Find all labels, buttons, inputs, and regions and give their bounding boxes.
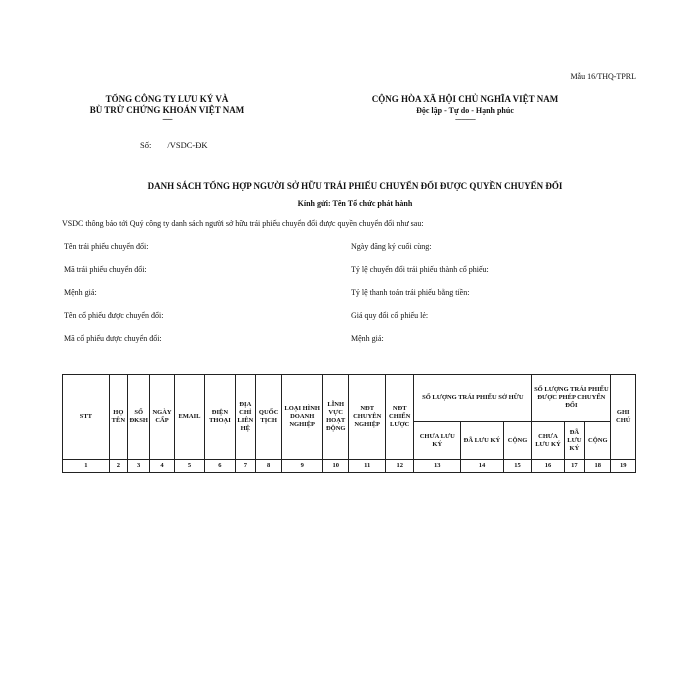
- group-so-huu: SỐ LƯỢNG TRÁI PHIẾU SỞ HỮU: [414, 375, 532, 422]
- org-rule: -------: [162, 115, 172, 123]
- col-ndt-chien-luoc: NĐT CHIẾN LƯỢC: [385, 375, 413, 460]
- national-motto: Độc lập - Tự do - Hạnh phúc: [416, 106, 514, 115]
- col-number: 11: [349, 460, 386, 473]
- issuer-org-header: [62, 94, 272, 123]
- col-so-dksh: SỐ ĐKSH: [128, 375, 150, 460]
- col-number: 15: [503, 460, 531, 473]
- col-number: 13: [414, 460, 461, 473]
- col-loai-hinh: LOẠI HÌNH DOANH NGHIỆP: [282, 375, 323, 460]
- national-rule: ---------------: [455, 115, 475, 123]
- col-ngay-cap: NGÀY CẤP: [150, 375, 174, 460]
- org-name-line1: TỔNG CÔNG TY LƯU KÝ VÀ: [105, 94, 229, 104]
- col-number: 4: [150, 460, 174, 473]
- field-record-date: Ngày đăng ký cuối cùng:: [351, 242, 432, 251]
- col-number: 12: [385, 460, 413, 473]
- col-chua-luu-ky: CHƯA LƯU KÝ: [414, 422, 461, 460]
- col-cong: CỘNG: [503, 422, 531, 460]
- col-number: 2: [109, 460, 127, 473]
- col-number: 8: [255, 460, 281, 473]
- field-bond-code: Mã trái phiếu chuyển đổi:: [64, 265, 147, 274]
- national-header: [340, 94, 590, 123]
- col-number: 16: [532, 460, 565, 473]
- col-number: 10: [323, 460, 349, 473]
- doc-number-value: /VSDC-ĐK: [167, 140, 208, 150]
- col-ghi-chu: GHI CHÚ: [611, 375, 636, 460]
- col-da-luu-ky: ĐÃ LƯU KÝ: [461, 422, 504, 460]
- col-email: EMAIL: [174, 375, 204, 460]
- col-dien-thoai: ĐIỆN THOẠI: [205, 375, 235, 460]
- group-duoc-phep: SỐ LƯỢNG TRÁI PHIẾU ĐƯỢC PHÉP CHUYỂN ĐỔI: [532, 375, 611, 422]
- col-ndt-chuyen-nghiep: NĐT CHUYÊN NGHIỆP: [349, 375, 386, 460]
- field-odd-share-price: Giá quy đổi cổ phiếu lẻ:: [351, 311, 429, 320]
- intro-text: VSDC thông báo tới Quý công ty danh sách người sở hữu trái phiếu chuyển đổi được quyền chuyển đổi như sau:: [62, 219, 424, 228]
- field-share-name: Tên cổ phiếu được chuyển đổi:: [64, 311, 164, 320]
- col-number: 17: [564, 460, 584, 473]
- field-share-code: Mã cổ phiếu được chuyển đổi:: [64, 334, 162, 343]
- org-name-line2: BÙ TRỪ CHỨNG KHOÁN VIỆT NAM: [89, 105, 245, 115]
- document-number: [140, 140, 224, 150]
- col-ho-ten: HỌ TÊN: [109, 375, 127, 460]
- field-bond-name: Tên trái phiếu chuyển đổi:: [64, 242, 149, 251]
- col-quoc-tich: QUỐC TỊCH: [255, 375, 281, 460]
- col-number: 19: [611, 460, 636, 473]
- national-title: CỘNG HÒA XÃ HỘI CHỦ NGHĨA VIỆT NAM: [371, 94, 559, 104]
- col-number: 9: [282, 460, 323, 473]
- recipient-line: Kính gửi: Tên Tổ chức phát hành: [297, 199, 413, 208]
- field-share-par-value: Mệnh giá:: [351, 334, 384, 343]
- bondholder-table: [62, 374, 636, 473]
- col-number: 6: [205, 460, 235, 473]
- col-number: 1: [63, 460, 110, 473]
- col-number: 3: [128, 460, 150, 473]
- field-cash-payment-ratio: Tỷ lệ thanh toán trái phiếu bằng tiền:: [351, 288, 470, 297]
- field-conversion-ratio: Tỷ lệ chuyển đổi trái phiếu thành cổ phiếu:: [351, 265, 489, 274]
- col-chua-luu-ky-2: CHƯA LƯU KÝ: [532, 422, 565, 460]
- col-number: 5: [174, 460, 204, 473]
- column-number-row: [63, 460, 636, 473]
- field-par-value: Mệnh giá:: [64, 288, 97, 297]
- col-stt: STT: [63, 375, 110, 460]
- col-linh-vuc: LĨNH VỰC HOẠT ĐỘNG: [323, 375, 349, 460]
- col-cong-2: CỘNG: [585, 422, 611, 460]
- col-number: 7: [235, 460, 255, 473]
- document-title: DANH SÁCH TỔNG HỢP NGƯỜI SỞ HỮU TRÁI PHIẾU CHUYỂN ĐỔI ĐƯỢC QUYỀN CHUYỂN ĐỔI: [147, 181, 563, 191]
- doc-number-label: Số:: [140, 140, 152, 150]
- col-number: 18: [585, 460, 611, 473]
- col-da-luu-ky-2: ĐÃ LƯU KÝ: [564, 422, 584, 460]
- col-number: 14: [461, 460, 504, 473]
- form-code: Mẫu 16/THQ-TPRL: [570, 72, 636, 81]
- col-dia-chi: ĐỊA CHỈ LIÊN HỆ: [235, 375, 255, 460]
